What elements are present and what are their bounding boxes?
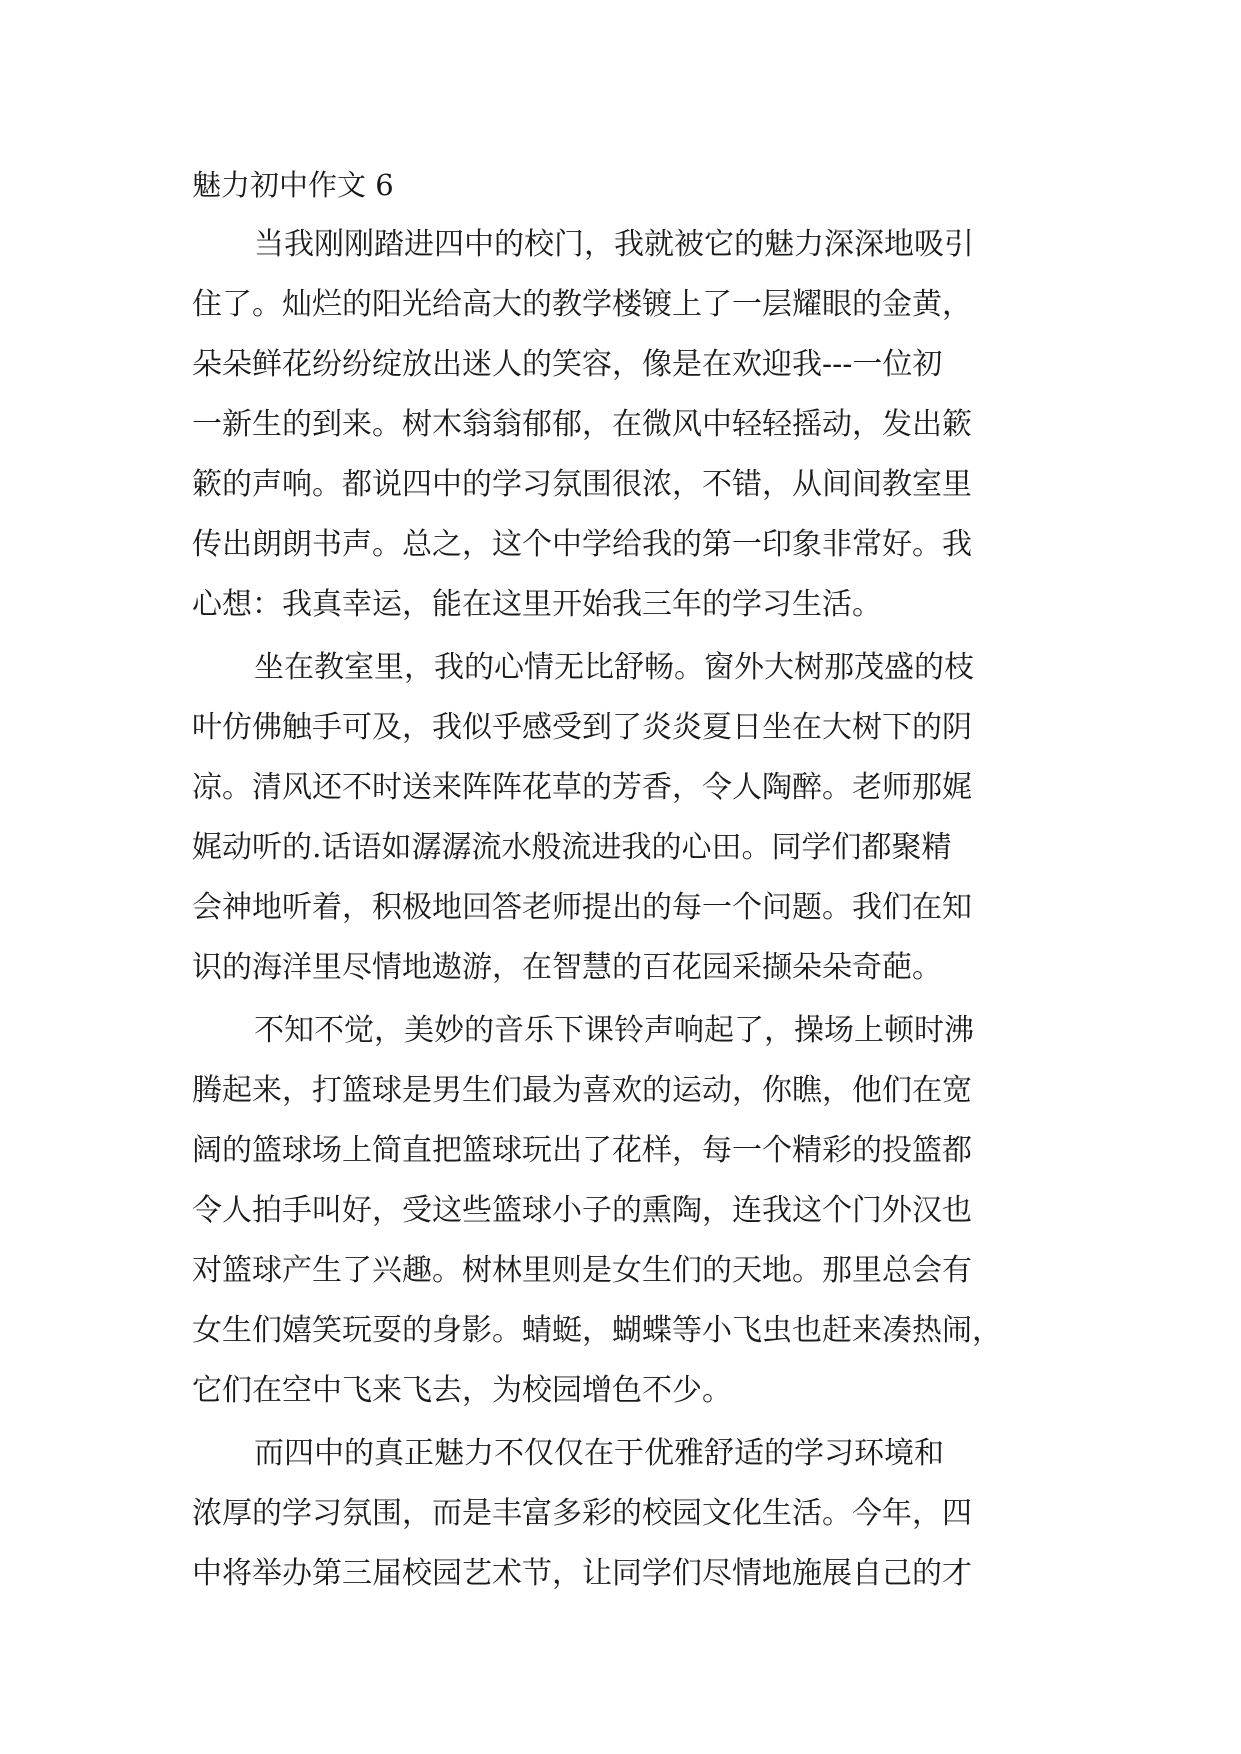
text-line: 坐在教室里，我的心情无比舒畅。窗外大树那茂盛的枝 <box>254 650 974 685</box>
text-line: 而四中的真正魅力不仅仅在于优雅舒适的学习环境和 <box>254 1436 944 1471</box>
text-line: 中将举办第三届校园艺术节，让同学们尽情地施展自己的才 <box>192 1556 972 1591</box>
text-line: 不知不觉，美妙的音乐下课铃声响起了，操场上顿时沸 <box>254 1013 974 1048</box>
text-line: 浓厚的学习氛围，而是丰富多彩的校园文化生活。今年，四 <box>192 1496 972 1531</box>
text-line: 传出朗朗书声。总之，这个中学给我的第一印象非常好。我 <box>192 527 972 562</box>
text-line: 识的海洋里尽情地遨游，在智慧的百花园采撷朵朵奇葩。 <box>192 950 942 985</box>
text-line: 住了。灿烂的阳光给高大的教学楼镀上了一层耀眼的金黄， <box>192 287 972 322</box>
text-line: 叶仿佛触手可及，我似乎感受到了炎炎夏日坐在大树下的阴 <box>192 710 972 745</box>
text-line: 凉。清风还不时送来阵阵花草的芳香，令人陶醉。老师那娓 <box>192 770 972 805</box>
text-line: 会神地听着，积极地回答老师提出的每一个问题。我们在知 <box>192 890 972 925</box>
text-line: 当我刚刚踏进四中的校门，我就被它的魅力深深地吸引 <box>254 227 974 262</box>
text-line: 它们在空中飞来飞去，为校园增色不少。 <box>192 1373 732 1408</box>
document-title: 魅力初中作文 6 <box>192 168 394 202</box>
text-line: 心想：我真幸运，能在这里开始我三年的学习生活。 <box>192 587 882 622</box>
text-line: 女生们嬉笑玩耍的身影。蜻蜓，蝴蝶等小飞虫也赶来凑热闹， <box>192 1313 1002 1348</box>
text-line: 腾起来，打篮球是男生们最为喜欢的运动，你瞧，他们在宽 <box>192 1073 972 1108</box>
text-line: 对篮球产生了兴趣。树林里则是女生们的天地。那里总会有 <box>192 1253 972 1288</box>
text-line: 令人拍手叫好，受这些篮球小子的熏陶，连我这个门外汉也 <box>192 1193 972 1228</box>
text-line: 娓动听的.话语如潺潺流水般流进我的心田。同学们都聚精 <box>192 830 952 865</box>
text-line: 朵朵鲜花纷纷绽放出迷人的笑容，像是在欢迎我---一位初 <box>192 347 943 382</box>
text-line: 簌的声响。都说四中的学习氛围很浓，不错，从间间教室里 <box>192 467 972 502</box>
text-line: 阔的篮球场上简直把篮球玩出了花样，每一个精彩的投篮都 <box>192 1133 972 1168</box>
text-line: 一新生的到来。树木翁翁郁郁，在微风中轻轻摇动，发出簌 <box>192 407 972 442</box>
